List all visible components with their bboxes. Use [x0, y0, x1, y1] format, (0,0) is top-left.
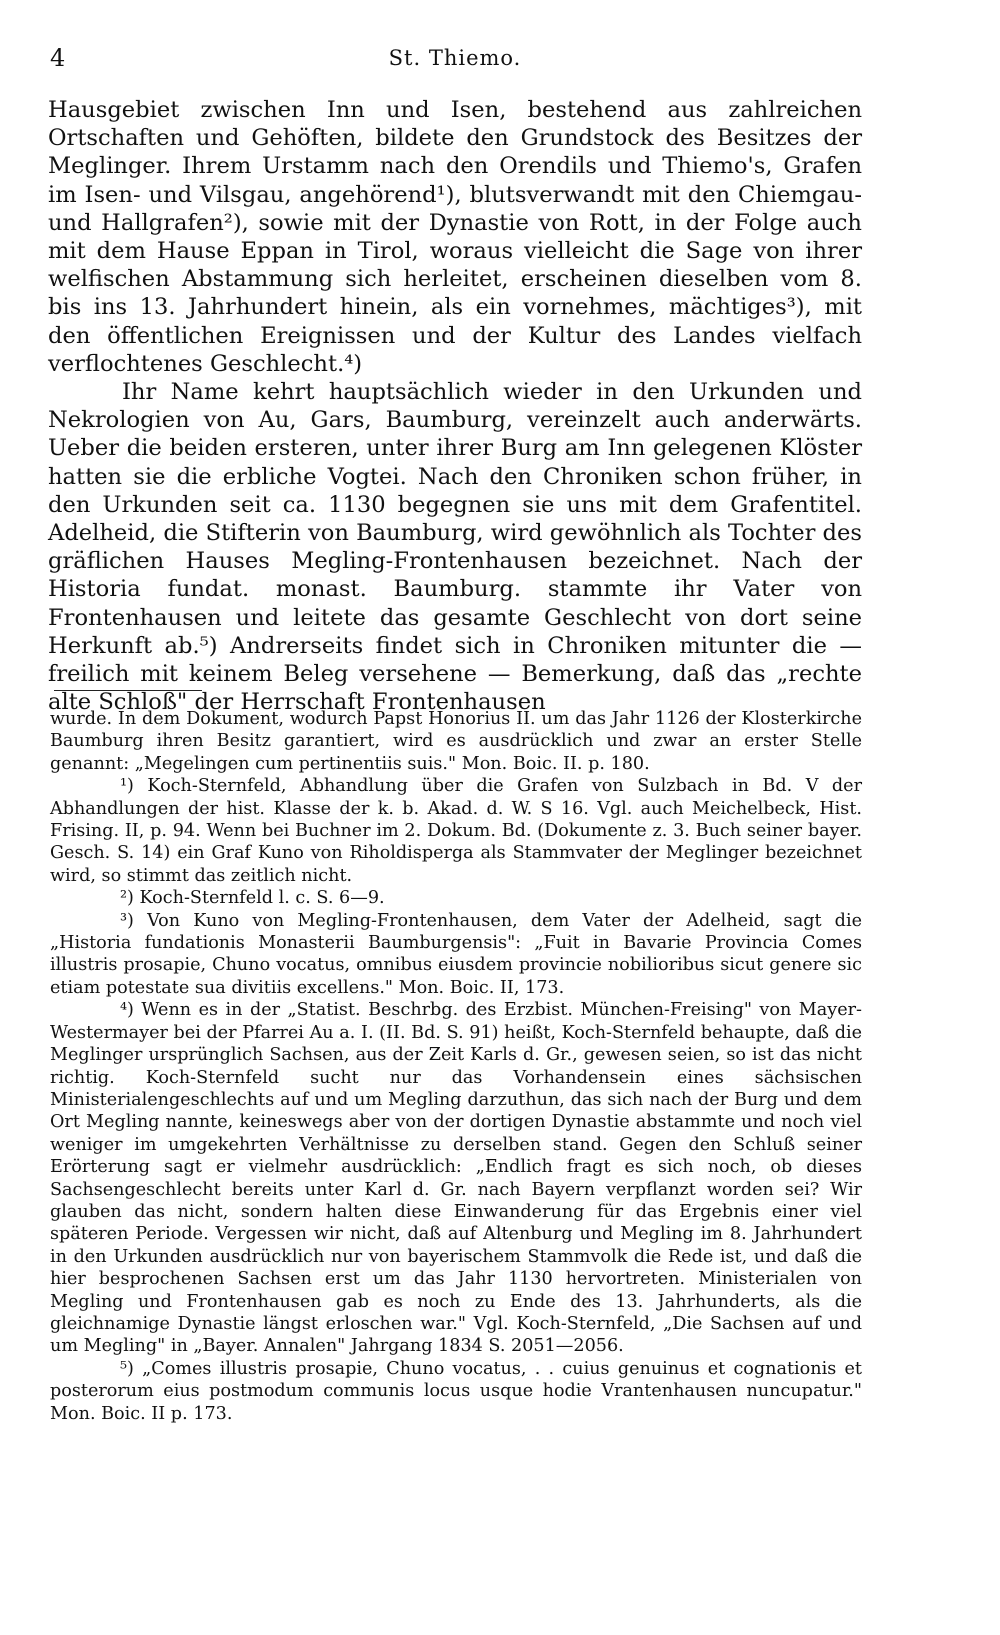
footnote-3: ³) Von Kuno von Megling-Frontenhausen, dem Vater der Adelheid, sagt die „Historia fundationis Monasterii Baumburgensis": „Fuit in Bavarie Provincia Comes illustris prosapie, Chuno vocatus, omnibus eiusdem provincie nobilioribus sicut genere sic etiam potestate sua divitiis excellens." Mon. Boic. II, 173. [50, 910, 862, 998]
footnote-4: ⁴) Wenn es in der „Statist. Beschrbg. des Erzbist. München-Freising" von Mayer-Westermayer bei der Pfarrei Au a. I. (II. Bd. S. 91) heißt, Koch-Sternfeld behaupte, daß die Meglinger ursprünglich Sachsen, aus der Zeit Karls d. Gr., gewesen seien, so ist das nicht richtig. Koch-Sternfeld sucht nur das Vorhandensein eines sächsischen Ministerialengeschlechts auf und um Megling darzuthun, das sich nach der Burg und dem Ort Megling nannte, keineswegs aber von der dortigen Dynastie abstammte und noch viel weniger im umgekehrten Verhältnisse zu derselben stand. Gegen den Schluß seiner Erörterung sagt er vielmehr ausdrücklich: „Endlich fragt es sich noch, ob dieses Sachsengeschlecht bereits unter Karl d. Gr. nach Bayern verpflanzt worden sei? Wir glauben das nicht, sondern halten diese Einwanderung für das Ergebnis einer viel späteren Periode. Vergessen wir nicht, daß auf Altenburg und Megling im 8. Jahrhundert in den Urkunden ausdrücklich nur von bayerischem Stammvolk die Rede ist, und daß die hier besprochenen Sachsen erst um das Jahr 1130 hervortreten. Ministerialen von Megling und Frontenhausen gab es noch zu Ende des 13. Jahrhunderts, als die gleichnamige Dynastie längst erloschen war." Vgl. Koch-Sternfeld, „Die Sachsen auf und um Megling" in „Bayer. Annalen" Jahrgang 1834 S. 2051—2056. [50, 1000, 862, 1357]
body-paragraph: Ihr Name kehrt hauptsächlich wieder in den Urkunden und Nekrologien von Au, Gars, Baumburg, vereinzelt auch anderwärts. Ueber die beiden ersteren, unter ihrer Burg am Inn gelegenen Klöster hatten sie die erbliche Vogtei. Nach den Chroniken schon früher, in den Urkunden seit ca. 1130 begegnen sie uns mit dem Grafentitel. Adelheid, die Stifterin von Baumburg, wird gewöhnlich als Tochter des gräflichen Hauses Megling-Frontenhausen bezeichnet. Nach der Historia fundat. monast. Baumburg. stammte ihr Vater von Frontenhausen und leitete das gesamte Geschlecht von dort seine Herkunft ab.⁵) Andrerseits findet sich in Chroniken mitunter die — freilich mit keinem Beleg versehene — Bemerkung, daß das „rechte alte Schloß" der Herrschaft Frontenhausen [48, 379, 862, 716]
page-number: 4 [50, 44, 66, 72]
body-paragraph: Hausgebiet zwischen Inn und Isen, bestehend aus zahlreichen Ortschaften und Gehöften, bildete den Grundstock des Besitzes der Meglinger. Ihrem Urstamm nach den Orendils und Thiemo's, Grafen im Isen- und Vilsgau, angehörend¹), blutsverwandt mit den Chiemgau- und Hallgrafen²), sowie mit der Dynastie von Rott, in der Folge auch mit dem Hause Eppan in Tirol, woraus vielleicht die Sage von ihrer welfischen Abstammung sich herleitet, erscheinen dieselben vom 8. bis ins 13. Jahrhundert hinein, als ein vornehmes, mächtiges³), mit den öffentlichen Ereignissen und der Kultur des Landes vielfach verflochtenes Geschlecht.⁴) [48, 97, 862, 377]
footnote-continuation: wurde. In dem Dokument, wodurch Papst Honorius II. um das Jahr 1126 der Klosterkirche Baumburg ihren Besitz garantiert, wird es ausdrücklich und zwar an erster Stelle genannt: „Megelingen cum pertinentiis suis." Mon. Boic. II. p. 180. [50, 709, 862, 774]
footnote-1: ¹) Koch-Sternfeld, Abhandlung über die Grafen von Sulzbach in Bd. V der Abhandlungen der hist. Klasse der k. b. Akad. d. W. S 16. Vgl. auch Meichelbeck, Hist. Frising. II, p. 94. Wenn bei Buchner im 2. Dokum. Bd. (Dokumente z. 3. Buch seiner bayer. Gesch. S. 14) ein Graf Kuno von Riholdisperga als Stammvater der Meglinger bezeichnet wird, so stimmt das zeitlich nicht. [50, 776, 862, 886]
main-text [48, 96, 862, 716]
footnote-2: ²) Koch-Sternfeld l. c. S. 6—9. [120, 888, 385, 909]
page-header [50, 44, 860, 74]
footnote-5: ⁵) „Comes illustris prosapie, Chuno vocatus, . . cuius genuinus et cognationis et posterorum eius postmodum communis locus usque hodie Vrantenhausen nuncupatur." Mon. Boic. II p. 173. [50, 1358, 862, 1424]
footnote-separator [54, 690, 202, 691]
footnotes [50, 708, 862, 1425]
running-title: St. Thiemo. [388, 46, 522, 70]
